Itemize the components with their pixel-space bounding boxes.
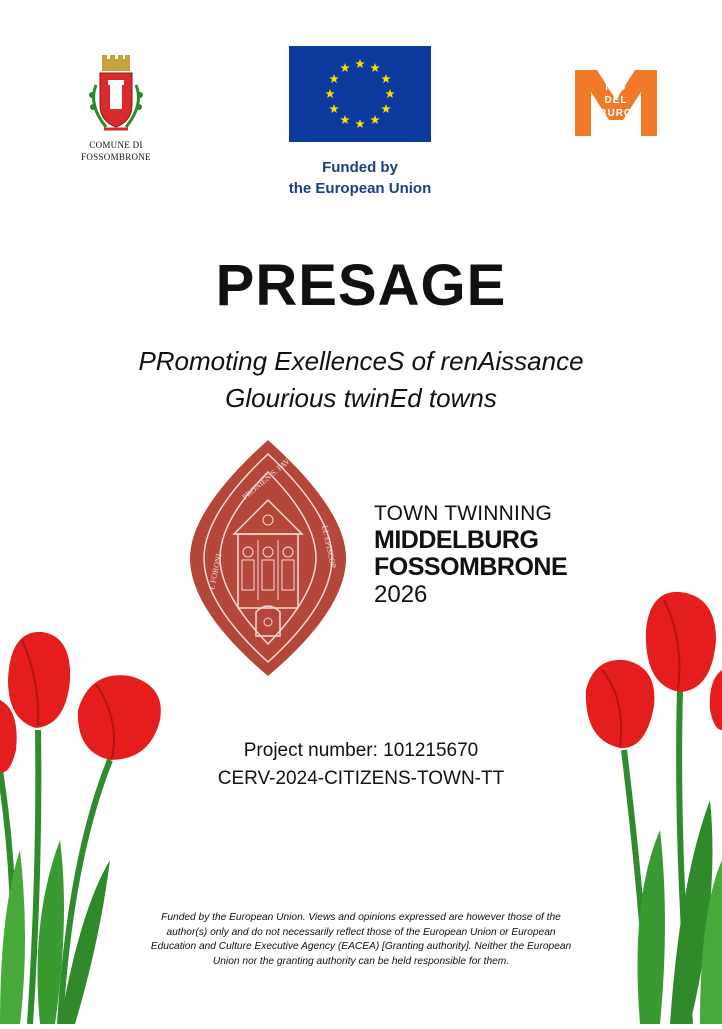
- twinning-year: 2026: [374, 581, 428, 608]
- eu-funding-logo: [280, 46, 440, 199]
- coat-of-arms-line1: COMUNE DI: [89, 140, 143, 150]
- project-code: CERV-2024-CITIZENS-TOWN-TT: [217, 768, 505, 789]
- svg-text:DEL: DEL: [604, 95, 628, 106]
- seal-top-text: PRONIEN S. PAV: [240, 456, 292, 502]
- svg-text:MID: MID: [605, 82, 627, 93]
- coat-of-arms-line2: FOSSOMBRONE: [81, 152, 151, 162]
- middelburg-m-icon: [575, 70, 657, 136]
- eu-logo-line1: Funded by: [322, 159, 398, 176]
- tulip-icon: [580, 580, 722, 1024]
- seal-icon: [190, 440, 346, 676]
- tulips-right-illustration: [580, 580, 722, 1029]
- page-title: PRESAGE: [215, 253, 507, 318]
- fossombrone-coat-of-arms: [74, 55, 158, 163]
- middelburg-seal: [190, 440, 346, 681]
- seal-left-text: I. FORONI: [207, 552, 224, 591]
- subtitle-line1: PRomoting ExellenceS of renAissance: [138, 346, 584, 376]
- page-subtitle: [0, 343, 722, 417]
- subtitle-line2: Glourious twinEd towns: [225, 383, 497, 413]
- middelburg-logo: [575, 70, 657, 141]
- project-number: Project number: 101215670: [243, 740, 479, 761]
- eu-flag-icon: [289, 46, 431, 142]
- tulip-icon: [0, 620, 170, 1024]
- twinning-town-2: FOSSOMBRONE: [374, 553, 568, 581]
- svg-text:BURG: BURG: [599, 108, 633, 119]
- twinning-town-1: MIDDELBURG: [374, 526, 539, 554]
- seal-right-text: LI. EPISCOP: [320, 524, 338, 570]
- tulips-left-illustration: [0, 620, 170, 1029]
- coat-of-arms-caption: [74, 139, 158, 163]
- eu-logo-line2: the European Union: [288, 180, 432, 197]
- twinning-heading: TOWN TWINNING: [374, 502, 552, 525]
- town-twinning-block: [374, 500, 567, 608]
- funding-disclaimer: Funded by the European Union. Views and opinions expressed are however those of the author(s) only and do not necessarily reflect those of the European Union or European Education and Culture Executive Agency (EACEA) [Granting authority]. Neither the European Union nor the granting authority can be held responsible for them.: [150, 912, 572, 967]
- coat-of-arms-icon: [84, 55, 148, 137]
